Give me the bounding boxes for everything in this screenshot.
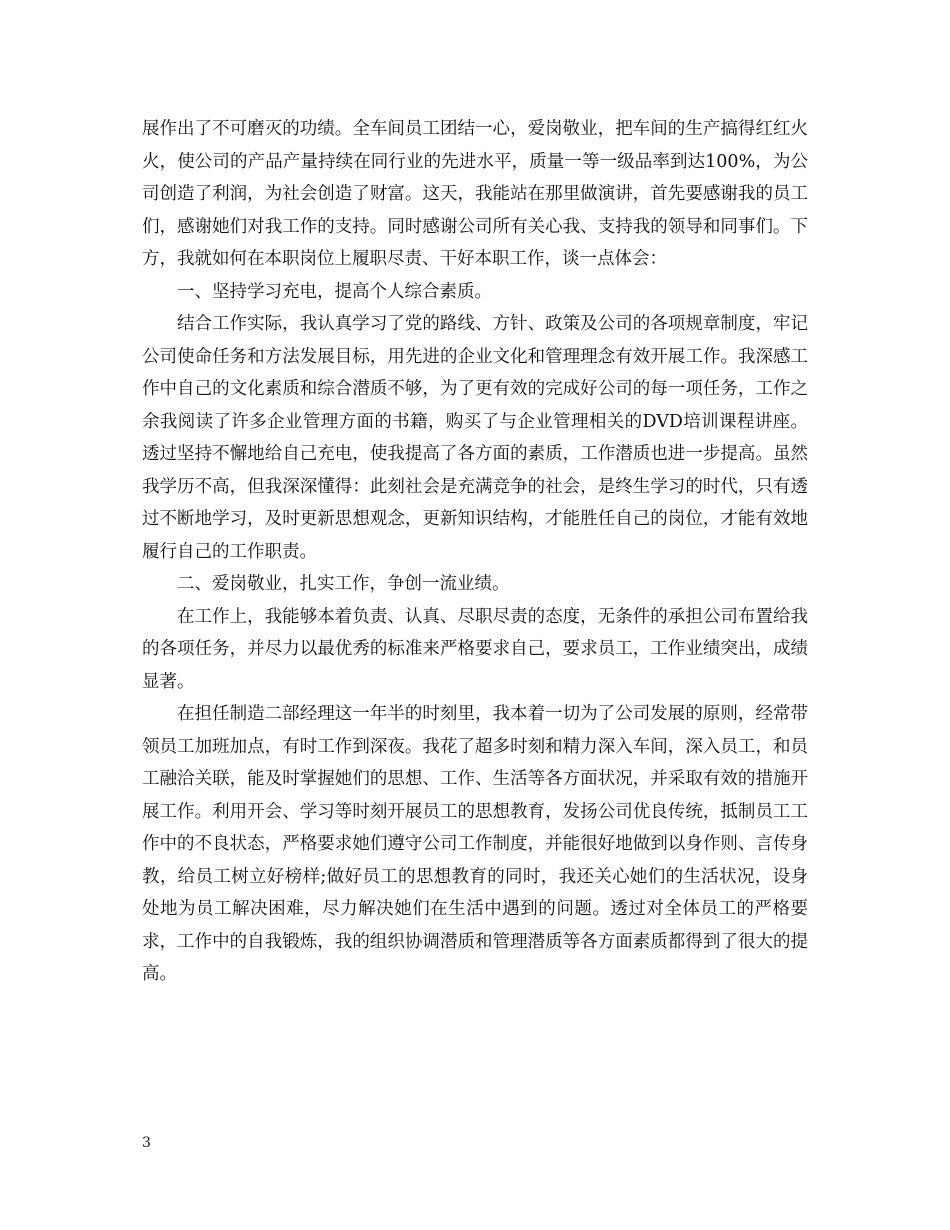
document-body	[142, 113, 808, 991]
paragraph-3: 在工作上，我能够本着负责、认真、尽职尽责的态度，无条件的承担公司布置给我的各项任务，并尽力以最优秀的标准来严格要求自己，要求员工，工作业绩突出，成绩显著。	[142, 606, 808, 692]
paragraph-1: 展作出了不可磨灭的功绩。全车间员工团结一心，爱岗敬业，把车间的生产搞得红红火火，使公司的产品产量持续在同行业的先进水平，质量一等一级品率到达100%，为公司创造了利润，为社会创造了财富。这天，我能站在那里做演讲，首先要感谢我的员工们，感谢她们对我工作的支持。同时感谢公司所有关心我、支持我的领导和同事们。下方，我就如何在本职岗位上履职尽责、干好本职工作，谈一点体会：	[142, 119, 808, 269]
section-heading-2: 二、爱岗敬业，扎实工作，争创一流业绩。	[177, 574, 510, 594]
paragraph-4: 在担任制造二部经理这一年半的时刻里，我本着一切为了公司发展的原则，经常带领员工加班加点，有时工作到深夜。我花了超多时刻和精力深入车间，深入员工，和员工融洽关联，能及时掌握她们的思想、工作、生活等各方面状况，并采取有效的措施开展工作。利用开会、学习等时刻开展员工的思想教育，发扬公司优良传统，抵制员工工作中的不良状态，严格要求她们遵守公司工作制度，并能很好地做到以身作则、言传身教，给员工树立好榜样;做好员工的思想教育的同时，我还关心她们的生活状况，设身处地为员工解决困难，尽力解决她们在生活中遇到的问题。透过对全体员工的严格要求，工作中的自我锻炼，我的组织协调潜质和管理潜质等各方面素质都得到了很大的提高。	[142, 704, 808, 984]
paragraph-2: 结合工作实际，我认真学习了党的路线、方针、政策及公司的各项规章制度，牢记公司使命任务和方法发展目标，用先进的企业文化和管理理念有效开展工作。我深感工作中自己的文化素质和综合潜质不够，为了更有效的完成好公司的每一项任务，工作之余我阅读了许多企业管理方面的书籍，购买了与企业管理相关的DVD培训课程讲座。透过坚持不懈地给自己充电，使我提高了各方面的素质，工作潜质也进一步提高。虽然我学历不高，但我深深懂得：此刻社会是充满竞争的社会，是终生学习的时代，只有透过不断地学习，及时更新思想观念，更新知识结构，才能胜任自己的岗位，才能有效地履行自己的工作职责。	[142, 314, 808, 562]
section-heading-1: 一、坚持学习充电，提高个人综合素质。	[177, 281, 492, 302]
page-number: 3	[142, 1135, 151, 1151]
